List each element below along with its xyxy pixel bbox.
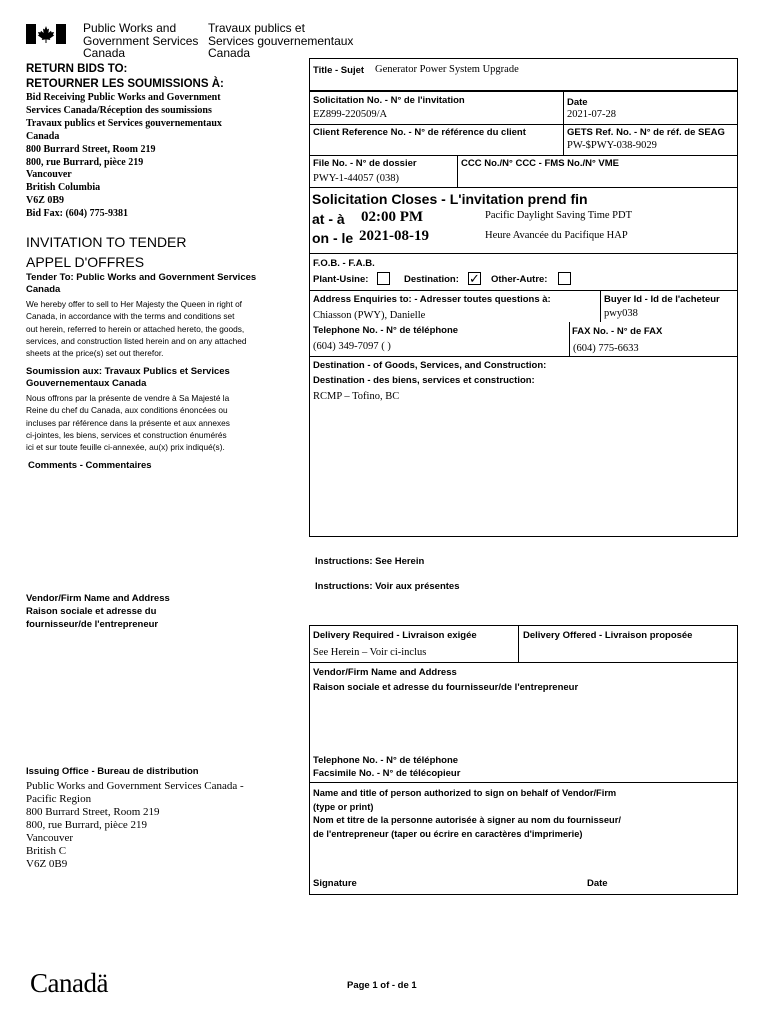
destination-checkbox[interactable]	[468, 272, 481, 285]
gets-ref-label: GETS Ref. No. - N° de réf. de SEAG	[567, 127, 725, 138]
ccc-no-label: CCC No./N° CCC - FMS No./N° VME	[461, 158, 620, 169]
authorized-signer-label: Name and title of person authorized to sign on behalf of Vendor/Firm (type or print) Nom et titre de la personne autorisée à signer au nom du fournisseur/ de l'entrepreneur (taper ou écrire en caractères d'imprimerie)	[313, 788, 621, 840]
on-label: on - le	[312, 230, 354, 246]
destination-value[interactable]: RCMP – Tofino, BC	[313, 391, 400, 402]
closing-time-value[interactable]: 02:00 PM	[361, 209, 424, 225]
divider	[309, 662, 738, 663]
instructions-en: Instructions: See Herein	[315, 556, 425, 567]
divider	[309, 356, 738, 357]
destination-goods-label: Destination - of Goods, Services, and Construction:	[313, 360, 547, 371]
issuing-office-address: Public Works and Government Services Canada - Pacific Region 800 Burrard Street, Room 219 800, rue Burrard, pièce 219 Vancouver British C V6Z 0B9	[26, 780, 244, 870]
solicitation-no-value[interactable]: EZ899-220509/A	[313, 109, 388, 120]
delivery-required-value[interactable]: See Herein – Voir ci-inclus	[313, 647, 427, 658]
divider	[309, 782, 738, 783]
canada-flag-icon	[26, 24, 66, 44]
vendor-telephone-label: Telephone No. - N° de téléphone	[313, 755, 459, 766]
fax-value[interactable]: (604) 775-6633	[573, 343, 639, 354]
vendor-fax-label: Facsimile No. - N° de télécopieur	[313, 768, 461, 779]
signature-date-label: Date	[587, 878, 608, 889]
title-label: Title - Sujet	[313, 65, 365, 76]
department-name-en: Public Works and Government Services Canada	[83, 21, 199, 60]
vendor-firm-label-left: Vendor/Firm Name and Address Raison sociale et adresse du fournisseur/de l'entrepreneur	[26, 593, 170, 630]
issuing-office-title: Issuing Office - Bureau de distribution	[26, 766, 199, 777]
date-value[interactable]: 2021-07-28	[567, 109, 616, 120]
address-enquiries-value[interactable]: Chiasson (PWY), Danielle	[313, 310, 426, 321]
tender-to: Tender To: Public Works and Government Services Canada	[26, 272, 257, 295]
soumission-aux: Soumission aux: Travaux Publics et Services Gouvernementaux Canada	[26, 366, 230, 389]
soumission-offer-text: Nous offrons par la présente de vendre à Sa Majesté la Reine du chef du Canada, aux conditions énoncées ou incluses par référence dans la présente et aux annexes ci-jointes, les biens, services et construction énumérés ici et sur toute feuille ci-annexée, au(x) prix indiqué(s).	[26, 393, 230, 453]
buyer-id-label: Buyer Id - Id de l'acheteur	[604, 294, 720, 305]
closing-date-value[interactable]: 2021-08-19	[359, 228, 429, 244]
vendor-firm-label: Vendor/Firm Name and Address	[313, 667, 457, 678]
divider	[309, 290, 738, 291]
divider	[518, 625, 519, 662]
invitation-title: INVITATION TO TENDER APPEL D'OFFRES	[26, 234, 187, 270]
fax-label: FAX No. - N° de FAX	[572, 326, 663, 337]
other-autre-checkbox[interactable]	[558, 272, 571, 285]
solicitation-closes-title: Solicitation Closes - L'invitation prend fin	[312, 191, 588, 207]
page-number: Page 1 of - de 1	[347, 980, 417, 991]
divider	[309, 187, 738, 188]
divider	[600, 290, 601, 322]
delivery-offered-label: Delivery Offered - Livraison proposée	[523, 630, 693, 641]
client-reference-label: Client Reference No. - N° de référence du client	[313, 127, 526, 138]
divider	[563, 91, 564, 155]
return-bids-title: RETURN BIDS TO: RETOURNER LES SOUMISSIONS À:	[26, 63, 224, 90]
signature-label: Signature	[313, 878, 357, 889]
divider	[309, 124, 738, 125]
timezone-fr: Heure Avancée du Pacifique HAP	[485, 230, 628, 241]
checkmark-icon: ✓	[469, 271, 480, 286]
buyer-id-value[interactable]: pwy038	[604, 308, 638, 319]
divider	[309, 155, 738, 156]
date-label: Date	[567, 97, 588, 108]
file-no-value[interactable]: PWY-1-44057 (038)	[313, 173, 400, 184]
at-label: at - à	[312, 211, 345, 227]
gets-ref-value[interactable]: PW-$PWY-038-9029	[567, 140, 657, 151]
divider	[309, 253, 738, 254]
delivery-required-label: Delivery Required - Livraison exigée	[313, 630, 477, 641]
divider	[569, 322, 570, 356]
tender-offer-text: We hereby offer to sell to Her Majesty the Queen in right of Canada, in accordance with the terms and conditions set out herein, referred to herein or attached hereto, the goods, services, and construction listed herein and on any attached sheets at the price(s) set out therefor.	[26, 299, 247, 359]
destination-fob-label: Destination:	[404, 274, 459, 285]
bid-receiving-address: Bid Receiving Public Works and Government Services Canada/Réception des soumissions Travaux publics et Services gouvernementaux Canada 800 Burrard Street, Room 219 800, rue Burrard, pièce 219 Vancouver British Columbia V6Z 0B9 Bid Fax: (604) 775-9381	[26, 92, 222, 220]
fob-label: F.O.B. - F.A.B.	[313, 258, 375, 269]
instructions-fr: Instructions: Voir aux présentes	[315, 581, 460, 592]
canada-wordmark: Canadä	[30, 968, 108, 998]
title-value[interactable]: Generator Power System Upgrade	[375, 64, 519, 75]
plant-usine-checkbox[interactable]	[377, 272, 390, 285]
solicitation-no-label: Solicitation No. - N° de l'invitation	[313, 95, 465, 106]
divider	[457, 155, 458, 187]
other-autre-label: Other-Autre:	[491, 274, 548, 285]
vendor-firm-label-fr: Raison sociale et adresse du fournisseur/de l'entrepreneur	[313, 682, 579, 693]
telephone-label: Telephone No. - N° de téléphone	[313, 325, 459, 336]
address-enquiries-label: Address Enquiries to: - Adresser toutes questions à:	[313, 294, 551, 305]
department-name-fr: Travaux publics et Services gouvernementaux Canada	[208, 21, 354, 60]
telephone-value[interactable]: (604) 349-7097 ( )	[313, 341, 391, 352]
plant-usine-label: Plant-Usine:	[313, 274, 369, 285]
title-box	[309, 58, 738, 91]
timezone-en: Pacific Daylight Saving Time PDT	[485, 210, 632, 221]
file-no-label: File No. - N° de dossier	[313, 158, 417, 169]
comments-label: Comments - Commentaires	[28, 460, 152, 471]
destination-goods-label-fr: Destination - des biens, services et construction:	[313, 375, 535, 386]
